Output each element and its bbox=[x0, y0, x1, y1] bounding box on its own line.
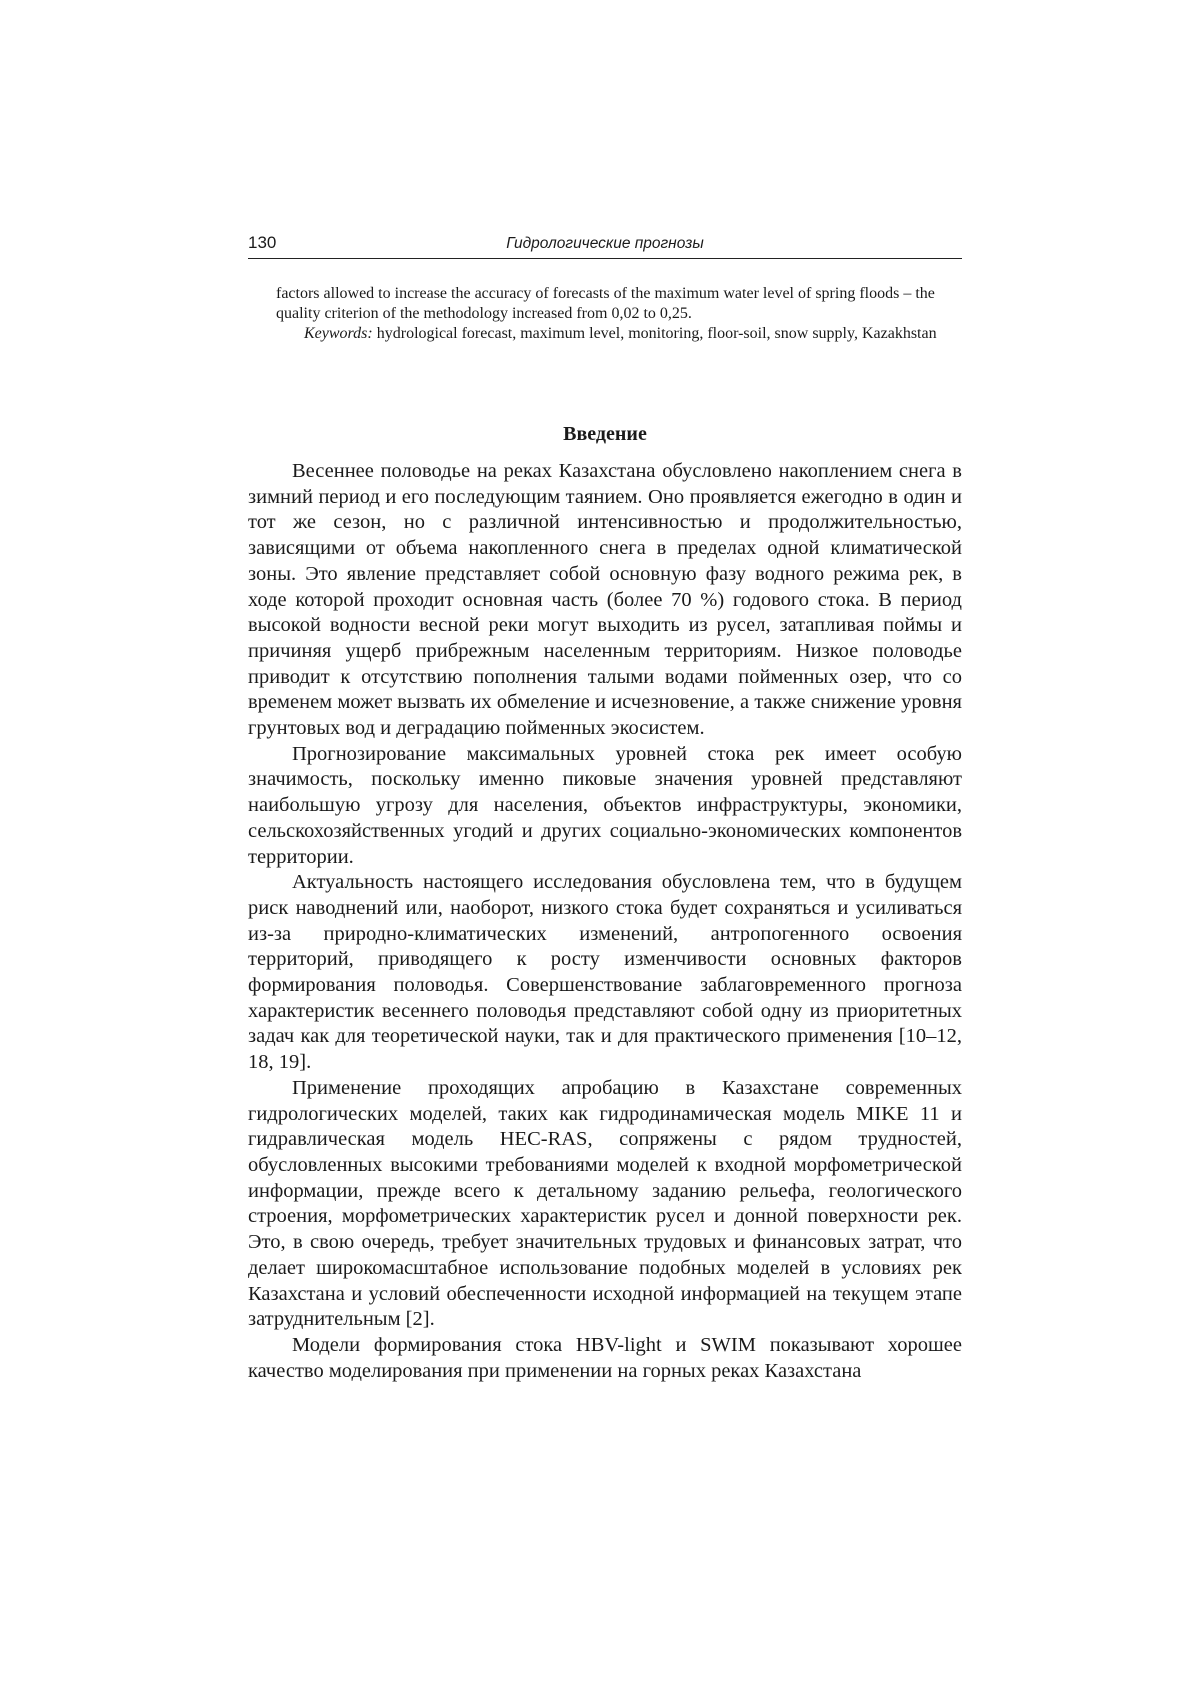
page-number: 130 bbox=[248, 233, 277, 252]
section-title: Введение bbox=[563, 423, 647, 445]
paragraph-2: Прогнозирование максимальных уровней стока рек имеет особую значимость, поскольку именно пиковые значения уровней представляют наибольшую угрозу для населения, объектов инфраструктуры, экономики, сельскохозяйственных угодий и других социально-экономических компонентов территории. bbox=[248, 742, 962, 868]
paragraph-5: Модели формирования стока HBV-light и SWIM показывают хорошее качество моделирования при применении на горных реках Казахстана bbox=[248, 1333, 962, 1382]
paragraph-3: Актуальность настоящего исследования обусловлена тем, что в будущем риск наводнений или, наоборот, низкого стока будет сохраняться и усиливаться из-за природно-климатических изменений, антропогенного освоения территорий, приводящего к росту изменчивости основных факторов формирования половодья. Совершенствование заблаговременного прогноза характеристик весеннего половодья представляют собой одну из приоритетных задач как для теоретической науки, так и для практического применения [10–12, 18, 19]. bbox=[248, 871, 962, 1074]
body-text bbox=[248, 459, 962, 1384]
paragraph-4: Применение проходящих апробацию в Казахстане современных гидрологических моделей, таких как гидродинамическая модель MIKE 11 и гидравлическая модель HEC-RAS, сопряжены с рядом трудностей, обусловленных высокими требованиями моделей к входной морфометрической информации, прежде всего к детальному заданию рельефа, геологического строения, морфометрических характеристик русел и донной поверхности рек. Это, в свою очередь, требует значительных трудовых и финансовых затрат, что делает широкомасштабное использование подобных моделей в условиях рек Казахстана и условий обеспеченности исходной информацией на текущем этапе затруднительным [2]. bbox=[248, 1076, 962, 1331]
keywords-line bbox=[276, 324, 962, 344]
abstract-continuation bbox=[276, 284, 962, 344]
paragraph-1: Весеннее половодье на реках Казахстана обусловлено накоплением снега в зимний период и его последующим таянием. Оно проявляется ежегодно в один и тот же сезон, но с различной интенсивностью и продолжительностью, зависящими от объема накопленного снега в пределах одной климатической зоны. Это явление представляет собой основную фазу водного режима рек, в ходе которой проходит основная часть (более 70 %) годового стока. В период высокой водности весной реки могут выходить из русел, затапливая поймы и причиняя ущерб прибрежным населенным территориям. Низкое половодье приводит к отсутствию пополнения талыми водами пойменных озер, что со временем может вызвать их обмеление и исчезновение, а также снижение уровня грунтовых вод и деградацию пойменных экосистем. bbox=[248, 460, 962, 740]
keywords-label: Keywords: bbox=[304, 325, 373, 342]
running-header bbox=[248, 232, 962, 259]
journal-title: Гидрологические прогнозы bbox=[506, 235, 704, 252]
keywords-text: hydrological forecast, maximum level, monitoring, floor-soil, snow supply, Kazakhstan bbox=[376, 325, 937, 342]
abstract-text: factors allowed to increase the accuracy of forecasts of the maximum water level of spring floods – the quality criterion of the methodology increased from 0,02 to 0,25. bbox=[276, 285, 935, 322]
